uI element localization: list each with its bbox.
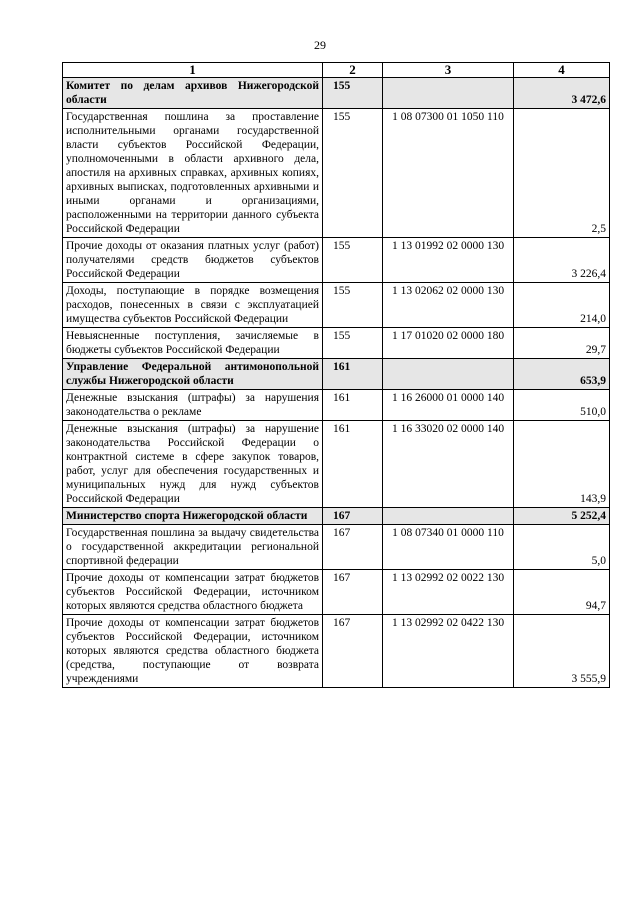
admin-code-cell: 167 xyxy=(323,615,383,688)
description-cell: Денежные взыскания (штрафы) за нарушения законодательства о рекламе xyxy=(63,390,323,421)
amount-cell: 3 472,6 xyxy=(514,78,610,109)
table-row xyxy=(63,283,610,328)
revenue-code-cell: 1 08 07300 01 1050 110 xyxy=(383,109,514,238)
revenue-code-cell: 1 08 07340 01 0000 110 xyxy=(383,525,514,570)
admin-code-cell: 155 xyxy=(323,238,383,283)
revenue-code-cell: 1 13 01992 02 0000 130 xyxy=(383,238,514,283)
description-cell: Денежные взыскания (штрафы) за нарушение законодательства Российской Федерации о контрактной системе в сфере закупок товаров, работ, услуг для обеспечения государственных и муниципальных нужд для нужд субъектов Российской Федерации xyxy=(63,421,323,508)
column-header-1: 1 xyxy=(63,63,323,78)
amount-cell: 5,0 xyxy=(514,525,610,570)
description-cell: Комитет по делам архивов Нижегородской области xyxy=(63,78,323,109)
amount-cell: 143,9 xyxy=(514,421,610,508)
table-row xyxy=(63,390,610,421)
admin-code-cell: 161 xyxy=(323,421,383,508)
admin-code-cell: 155 xyxy=(323,328,383,359)
column-header-2: 2 xyxy=(323,63,383,78)
revenue-code-cell: 1 16 33020 02 0000 140 xyxy=(383,421,514,508)
revenue-code-cell: 1 13 02992 02 0422 130 xyxy=(383,615,514,688)
table-row xyxy=(63,570,610,615)
admin-code-cell: 167 xyxy=(323,525,383,570)
admin-code-cell: 161 xyxy=(323,390,383,421)
amount-cell: 94,7 xyxy=(514,570,610,615)
revenue-code-cell xyxy=(383,78,514,109)
amount-cell: 653,9 xyxy=(514,359,610,390)
admin-code-cell: 155 xyxy=(323,78,383,109)
amount-cell: 3 555,9 xyxy=(514,615,610,688)
amount-cell: 214,0 xyxy=(514,283,610,328)
budget-revenue-table xyxy=(62,62,610,688)
table-row xyxy=(63,238,610,283)
description-cell: Невыясненные поступления, зачисляемые в бюджеты субъектов Российской Федерации xyxy=(63,328,323,359)
organization-row xyxy=(63,508,610,525)
description-cell: Государственная пошлина за выдачу свидетельства о государственной аккредитации региональной спортивной федерации xyxy=(63,525,323,570)
admin-code-cell: 167 xyxy=(323,508,383,525)
table-header-row xyxy=(63,63,610,78)
description-cell: Государственная пошлина за проставление исполнительными органами государственной власти субъектов Российской Федерации, уполномоченными в области архивного дела, апостиля на архивных справках, архивных копиях, архивных выписках, подготовленных архивными и иными органами и организациями, расположенными на территории данного субъекта Российской Федерации xyxy=(63,109,323,238)
revenue-code-cell: 1 17 01020 02 0000 180 xyxy=(383,328,514,359)
amount-cell: 29,7 xyxy=(514,328,610,359)
admin-code-cell: 155 xyxy=(323,283,383,328)
revenue-code-cell xyxy=(383,359,514,390)
description-cell: Прочие доходы от оказания платных услуг (работ) получателями средств бюджетов субъектов Российской Федерации xyxy=(63,238,323,283)
column-header-3: 3 xyxy=(383,63,514,78)
page-number: 29 xyxy=(314,38,326,52)
amount-cell: 2,5 xyxy=(514,109,610,238)
amount-cell: 3 226,4 xyxy=(514,238,610,283)
revenue-code-cell xyxy=(383,508,514,525)
table-row xyxy=(63,421,610,508)
description-cell: Прочие доходы от компенсации затрат бюджетов субъектов Российской Федерации, источником которых являются средства областного бюджета (средства, поступающие от возврата учреждениями xyxy=(63,615,323,688)
revenue-code-cell: 1 13 02992 02 0022 130 xyxy=(383,570,514,615)
table-row xyxy=(63,328,610,359)
organization-row xyxy=(63,78,610,109)
description-cell: Доходы, поступающие в порядке возмещения расходов, понесенных в связи с эксплуатацией имущества субъектов Российской Федерации xyxy=(63,283,323,328)
table-row xyxy=(63,109,610,238)
amount-cell: 510,0 xyxy=(514,390,610,421)
description-cell: Управление Федеральной антимонопольной службы Нижегородской области xyxy=(63,359,323,390)
table-body xyxy=(63,78,610,688)
table-row xyxy=(63,525,610,570)
admin-code-cell: 161 xyxy=(323,359,383,390)
table-row xyxy=(63,615,610,688)
admin-code-cell: 167 xyxy=(323,570,383,615)
revenue-code-cell: 1 13 02062 02 0000 130 xyxy=(383,283,514,328)
amount-cell: 5 252,4 xyxy=(514,508,610,525)
revenue-code-cell: 1 16 26000 01 0000 140 xyxy=(383,390,514,421)
description-cell: Министерство спорта Нижегородской области xyxy=(63,508,323,525)
column-header-4: 4 xyxy=(514,63,610,78)
admin-code-cell: 155 xyxy=(323,109,383,238)
organization-row xyxy=(63,359,610,390)
description-cell: Прочие доходы от компенсации затрат бюджетов субъектов Российской Федерации, источником которых являются средства областного бюджета xyxy=(63,570,323,615)
